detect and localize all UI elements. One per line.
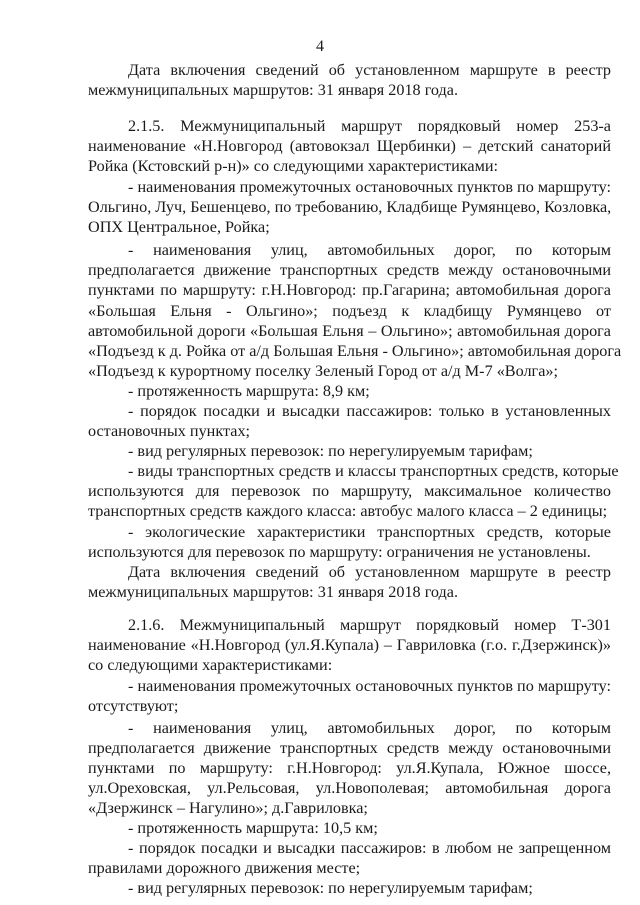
text-line: - наименования улиц, автомобильных дорог, по которым <box>128 719 611 737</box>
text-line: межмуниципальных маршрутов: 31 января 2018 года. <box>88 81 459 99</box>
text-line: - наименования промежуточных остановочных пунктов по маршруту: <box>128 178 611 196</box>
text-line: «Большая Ельня - Ольгино»; подъезд к кладбищу Румянцево от <box>88 302 611 320</box>
text-line: правилами дорожного движения месте; <box>88 859 361 877</box>
text-line: межмуниципальных маршрутов: 31 января 2018 года. <box>88 583 459 601</box>
text-line: ул.Ореховская, ул.Рельсовая, ул.Новополевая; автомобильная дорога <box>88 779 611 797</box>
text-line: - наименования промежуточных остановочных пунктов по маршруту: <box>128 677 611 695</box>
text-line: отсутствуют; <box>88 697 179 715</box>
section-heading-2-1-5: 2.1.5. Межмуниципальный маршрут порядковый номер 253-а <box>128 117 611 135</box>
text-line: Дата включения сведений об установленном маршруте в реестр <box>128 61 611 79</box>
text-line: автомобильной дороги «Большая Ельня – Ольгино»; автомобильная дорога <box>88 322 611 340</box>
text-line: остановочных пунктах; <box>88 422 251 440</box>
text-line: - порядок посадки и высадки пассажиров: в любом не запрещенном <box>128 839 611 857</box>
section-heading-2-1-6: 2.1.6. Межмуниципальный маршрут порядковый номер Т-301 <box>128 616 611 634</box>
text-line: - виды транспортных средств и классы транспортных средств, которые <box>128 462 619 480</box>
text-line: используются для перевозок по маршруту: ограничения не установлены. <box>88 543 591 561</box>
text-line: Ольгино, Луч, Бешенцево, по требованию, Кладбище Румянцево, Козловка, <box>88 198 612 216</box>
page-number: 4 <box>316 38 324 55</box>
text-line: «Подъезд к д. Ройка от а/д Большая Ельня - Ольгино»; автомобильная дорога <box>88 342 622 360</box>
text-line: предполагается движение транспортных средств между остановочными <box>88 739 611 757</box>
text-line: используются для перевозок по маршруту, максимальное количество <box>88 482 611 500</box>
text-line: - вид регулярных перевозок: по нерегулируемым тарифам; <box>128 879 533 897</box>
text-line: пунктами по маршруту: г.Н.Новгород: ул.Я.Купала, Южное шоссе, <box>88 759 611 777</box>
text-line: - протяженность маршрута: 10,5 км; <box>128 819 378 837</box>
text-line: Ройка (Кстовский р-н)» со следующими характеристиками: <box>88 157 498 175</box>
text-line: - экологические характеристики транспортных средств, которые <box>128 523 611 541</box>
text-line: Дата включения сведений об установленном маршруте в реестр <box>128 563 611 581</box>
text-line: - протяженность маршрута: 8,9 км; <box>128 382 370 400</box>
text-line: - вид регулярных перевозок: по нерегулируемым тарифам; <box>128 442 533 460</box>
text-line: «Дзержинск – Нагулино»; д.Гавриловка; <box>88 799 368 817</box>
text-line: - наименования улиц, автомобильных дорог, по которым <box>128 241 611 259</box>
text-line: ОПХ Центральное, Ройка; <box>88 218 270 236</box>
text-line: наименование «Н.Новгород (автовокзал Щербинки) – детский санаторий <box>88 137 611 155</box>
text-line: «Подъезд к курортному поселку Зеленый Город от а/д М-7 «Волга»; <box>88 362 558 380</box>
text-line: предполагается движение транспортных средств между остановочными <box>88 261 611 279</box>
text-line: - порядок посадки и высадки пассажиров: только в установленных <box>128 402 611 420</box>
text-line: пунктами по маршруту: г.Н.Новгород: пр.Гагарина; автомобильная дорога <box>88 281 611 299</box>
text-line: транспортных средств каждого класса: автобус малого класса – 2 единицы; <box>88 502 608 520</box>
text-line: со следующими характеристиками: <box>88 656 333 674</box>
text-line: наименование «Н.Новгород (ул.Я.Купала) – Гавриловка (г.о. г.Дзержинск)» <box>88 636 611 654</box>
